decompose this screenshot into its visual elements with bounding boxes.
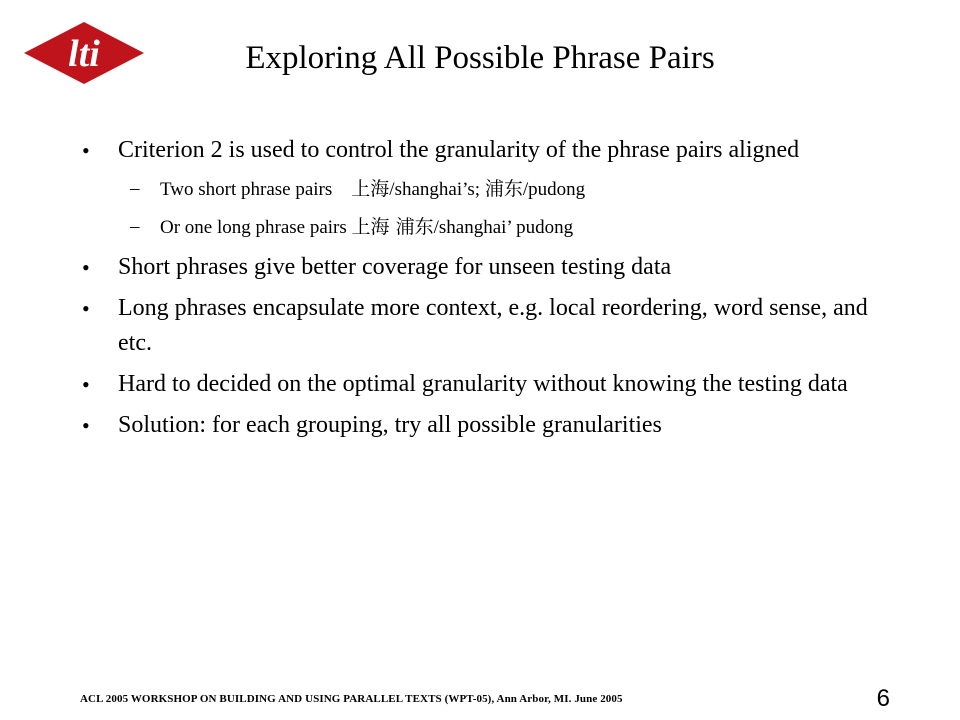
- sub-bullet-list: [118, 174, 902, 243]
- logo-text: lti: [68, 33, 100, 75]
- sub-bullet-text: /shanghai’ pudong: [433, 217, 574, 238]
- bullet-text: Long phrases encapsulate more context, e.g. local reordering, word sense, and etc.: [118, 295, 868, 356]
- slide-title: Exploring All Possible Phrase Pairs: [245, 40, 715, 76]
- chinese-term: 浦东: [395, 216, 434, 238]
- slide-footer: ACL 2005 WORKSHOP ON BUILDING AND USING PARALLEL TEXTS (WPT-05), Ann Arbor, MI. June 2005: [80, 693, 623, 705]
- bullet-text: Short phrases give better coverage for unseen testing data: [118, 254, 672, 280]
- sub-bullet-item: [118, 212, 902, 243]
- sub-bullet-dash: –: [130, 178, 140, 199]
- bullet-item: [82, 133, 902, 243]
- page-number: 6: [876, 685, 890, 712]
- chinese-term: 上海: [351, 178, 390, 200]
- chinese-term: 浦东: [484, 178, 523, 200]
- bullet-text: Solution: for each grouping, try all possible granularities: [118, 412, 662, 438]
- sub-bullet-text: /pudong: [522, 179, 586, 200]
- bullet-list: [82, 133, 902, 449]
- sub-bullet-text: /shanghai’s;: [389, 179, 485, 200]
- bullet-item: [82, 408, 902, 443]
- sub-bullet-label: Two short phrase pairs: [160, 179, 352, 200]
- sub-bullet-label: Or one long phrase pairs: [160, 217, 352, 238]
- bullet-marker: •: [82, 413, 90, 438]
- bullet-marker: •: [82, 372, 90, 397]
- sub-bullet-item: [118, 174, 902, 205]
- bullet-text: Hard to decided on the optimal granularity without knowing the testing data: [118, 371, 848, 397]
- bullet-text: Criterion 2 is used to control the granularity of the phrase pairs aligned: [118, 137, 800, 163]
- bullet-item: [82, 250, 902, 285]
- chinese-term: 上海: [351, 216, 396, 238]
- bullet-item: [82, 367, 902, 402]
- bullet-item: [82, 291, 902, 361]
- sub-bullet-dash: –: [130, 216, 140, 237]
- bullet-marker: •: [82, 255, 90, 280]
- bullet-marker: •: [82, 138, 90, 163]
- bullet-marker: •: [82, 296, 90, 321]
